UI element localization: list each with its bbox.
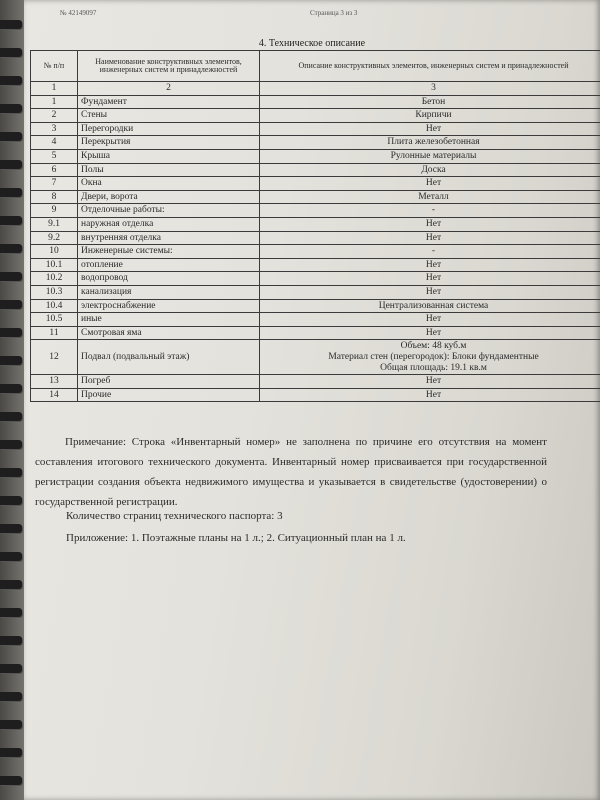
row-number: 8	[31, 190, 78, 204]
row-number: 10.3	[31, 285, 78, 299]
row-number: 1	[31, 95, 78, 109]
row-number: 7	[31, 177, 78, 191]
element-name: Фундамент	[78, 95, 260, 109]
table-row	[31, 204, 600, 218]
table-row	[31, 388, 600, 402]
row-number: 10.4	[31, 299, 78, 313]
row-number: 10	[31, 245, 78, 259]
table-row	[31, 217, 600, 231]
table-row	[31, 177, 600, 191]
column-index: 3	[260, 82, 600, 96]
table-row	[31, 299, 600, 313]
element-description: Нет	[260, 177, 600, 191]
element-description: Доска	[260, 163, 600, 177]
element-name: Крыша	[78, 149, 260, 163]
element-name: канализация	[78, 285, 260, 299]
element-name: Отделочные работы:	[78, 204, 260, 218]
column-header-description: Описание конструктивных элементов, инженерных систем и принадлежностей	[260, 51, 600, 82]
row-number: 5	[31, 149, 78, 163]
row-number: 2	[31, 109, 78, 123]
element-name: Инженерные системы:	[78, 245, 260, 259]
row-number: 12	[31, 340, 78, 375]
column-header-number: № п/п	[31, 51, 78, 82]
row-number: 10.5	[31, 313, 78, 327]
note-paragraph: Примечание: Строка «Инвентарный номер» не заполнена по причине его отсутствия на момент составления итогового технического документа. Инвентарный номер присваивается при государственной регистрации создания объекта недвижимого имущества и указывается в свидетельстве (удостоверении) о государственной регистрации.	[35, 436, 547, 508]
element-description: -	[260, 245, 600, 259]
document-number: № 42149097	[60, 9, 97, 17]
element-description: Нет	[260, 217, 600, 231]
document-page	[24, 0, 600, 800]
row-number: 11	[31, 326, 78, 340]
element-name: Погреб	[78, 375, 260, 389]
column-index: 1	[31, 82, 78, 96]
element-description: Бетон	[260, 95, 600, 109]
element-description: Нет	[260, 122, 600, 136]
table-row	[31, 109, 600, 123]
technical-description-table	[30, 50, 600, 402]
element-name: Полы	[78, 163, 260, 177]
element-description: Металл	[260, 190, 600, 204]
row-number: 13	[31, 375, 78, 389]
table-row	[31, 190, 600, 204]
element-description: Нет	[260, 272, 600, 286]
appendix: Приложение: 1. Поэтажные планы на 1 л.; 2. Ситуационный план на 1 л.	[66, 532, 406, 544]
section-title: 4. Техническое описание	[258, 38, 366, 49]
table-row	[31, 245, 600, 259]
table-row	[31, 163, 600, 177]
table-row	[31, 231, 600, 245]
row-number: 9.2	[31, 231, 78, 245]
element-description: Рулонные материалы	[260, 149, 600, 163]
description-line: Материал стен (перегородок): Блоки фундаментные	[328, 351, 539, 362]
table-row	[31, 95, 600, 109]
element-name: Двери, ворота	[78, 190, 260, 204]
table-row	[31, 122, 600, 136]
element-description: Нет	[260, 258, 600, 272]
page-counter: Страница 3 из 3	[310, 9, 358, 17]
table-row	[31, 272, 600, 286]
column-index-row	[31, 82, 600, 96]
element-description: Нет	[260, 388, 600, 402]
row-number: 3	[31, 122, 78, 136]
table-row	[31, 313, 600, 327]
element-description: Нет	[260, 285, 600, 299]
description-line: Объем: 48 куб.м	[400, 340, 467, 351]
row-number: 4	[31, 136, 78, 150]
pages-count: Количество страниц технического паспорта: 3	[66, 510, 283, 522]
element-name: наружная отделка	[78, 217, 260, 231]
table-row	[31, 258, 600, 272]
table-row	[31, 340, 600, 375]
element-name: Прочие	[78, 388, 260, 402]
element-description: Нет	[260, 313, 600, 327]
element-description	[260, 340, 600, 375]
table-row	[31, 375, 600, 389]
table-row	[31, 149, 600, 163]
element-description: Нет	[260, 375, 600, 389]
element-description: Плита железобетонная	[260, 136, 600, 150]
element-name: водопровод	[78, 272, 260, 286]
table-row	[31, 136, 600, 150]
row-number: 6	[31, 163, 78, 177]
element-description: Нет	[260, 326, 600, 340]
table-row	[31, 326, 600, 340]
element-description: Кирпичи	[260, 109, 600, 123]
row-number: 10.2	[31, 272, 78, 286]
table-header-row	[31, 51, 600, 82]
column-index: 2	[78, 82, 260, 96]
element-name: иные	[78, 313, 260, 327]
element-name: Перекрытия	[78, 136, 260, 150]
element-name: электроснабжение	[78, 299, 260, 313]
element-description: Централизованная система	[260, 299, 600, 313]
row-number: 9	[31, 204, 78, 218]
row-number: 10.1	[31, 258, 78, 272]
element-name: Перегородки	[78, 122, 260, 136]
table-row	[31, 285, 600, 299]
element-name: Стены	[78, 109, 260, 123]
row-number: 9.1	[31, 217, 78, 231]
element-name: отопление	[78, 258, 260, 272]
element-name: внутренняя отделка	[78, 231, 260, 245]
description-line: Общая площадь: 19.1 кв.м	[380, 362, 487, 373]
column-header-name: Наименование конструктивных элементов, инженерных систем и принадлежностей	[78, 51, 260, 82]
element-name: Смотровая яма	[78, 326, 260, 340]
element-name: Окна	[78, 177, 260, 191]
element-description: Нет	[260, 231, 600, 245]
element-name: Подвал (подвальный этаж)	[78, 340, 260, 375]
row-number: 14	[31, 388, 78, 402]
element-description: -	[260, 204, 600, 218]
